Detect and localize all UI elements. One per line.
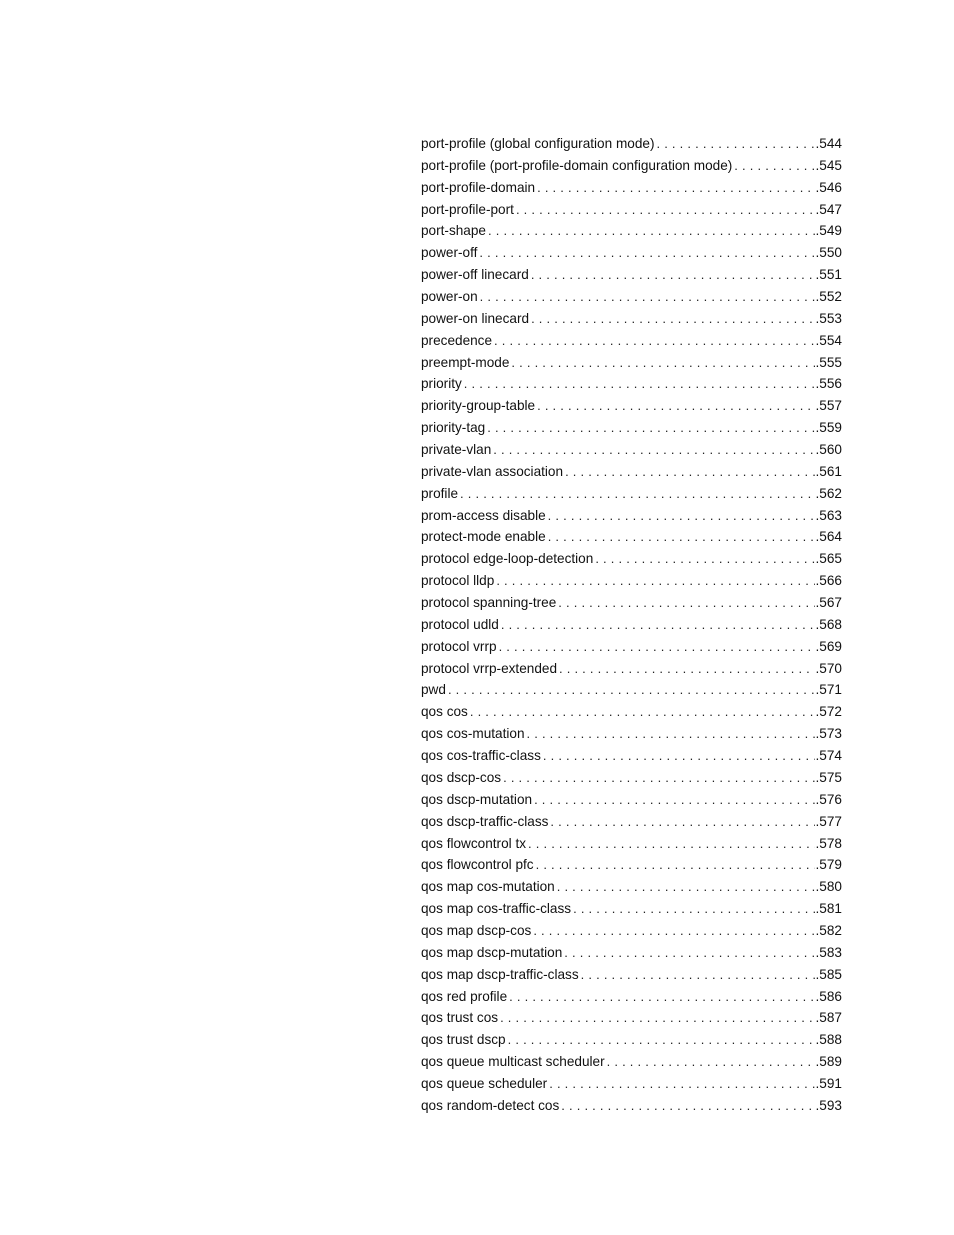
toc-entry-title: protocol vrrp bbox=[421, 638, 497, 654]
toc-dot-leader bbox=[537, 395, 814, 417]
toc-entry-page-number: .593 bbox=[815, 1097, 842, 1113]
toc-entry-title: protocol lldp bbox=[421, 573, 495, 589]
toc-entry[interactable] bbox=[421, 920, 842, 942]
toc-entry[interactable] bbox=[421, 395, 842, 417]
toc-entry-title: protocol edge-loop-detection bbox=[421, 551, 594, 567]
toc-dot-leader bbox=[488, 220, 815, 242]
toc-entry-title: qos dscp-traffic-class bbox=[421, 813, 549, 829]
toc-entry[interactable] bbox=[421, 177, 842, 199]
toc-entry-title: port-profile (port-profile-domain configuration mode) bbox=[421, 157, 733, 173]
toc-entry[interactable] bbox=[421, 833, 842, 855]
toc-entry-page-number: .557 bbox=[815, 398, 842, 414]
toc-dot-leader bbox=[494, 330, 814, 352]
toc-entry[interactable] bbox=[421, 679, 842, 701]
toc-entry-title: protocol udld bbox=[421, 616, 499, 632]
toc-entry-page-number: .574 bbox=[815, 748, 842, 764]
toc-entry-page-number: .575 bbox=[815, 769, 842, 785]
toc-entry[interactable] bbox=[421, 308, 842, 330]
toc-dot-leader bbox=[501, 614, 815, 636]
toc-entry-page-number: .591 bbox=[815, 1075, 842, 1091]
toc-entry-page-number: .547 bbox=[815, 201, 842, 217]
toc-entry-page-number: .580 bbox=[815, 879, 842, 895]
toc-entry[interactable] bbox=[421, 723, 842, 745]
toc-dot-leader bbox=[531, 264, 815, 286]
toc-entry[interactable] bbox=[421, 614, 842, 636]
toc-dot-leader bbox=[595, 548, 814, 570]
toc-entry-page-number: .555 bbox=[815, 354, 842, 370]
toc-entry[interactable] bbox=[421, 898, 842, 920]
toc-entry[interactable] bbox=[421, 986, 842, 1008]
toc-entry-page-number: .589 bbox=[815, 1054, 842, 1070]
toc-entry[interactable] bbox=[421, 439, 842, 461]
toc-dot-leader bbox=[499, 636, 815, 658]
toc-entry-page-number: .583 bbox=[815, 944, 842, 960]
toc-entry-title: qos map cos-traffic-class bbox=[421, 901, 572, 917]
toc-dot-leader bbox=[536, 854, 815, 876]
table-of-contents bbox=[421, 133, 842, 1117]
toc-entry-page-number: .564 bbox=[815, 529, 842, 545]
toc-entry-page-number: .585 bbox=[815, 966, 842, 982]
toc-entry-title: prom-access disable bbox=[421, 507, 546, 523]
toc-entry[interactable] bbox=[421, 1095, 842, 1117]
toc-entry-title: profile bbox=[421, 485, 459, 501]
toc-entry-title: priority bbox=[421, 376, 462, 392]
toc-entry-page-number: .562 bbox=[815, 485, 842, 501]
toc-entry-page-number: .545 bbox=[815, 157, 842, 173]
toc-entry-title: power-off bbox=[421, 245, 478, 261]
toc-entry-page-number: .576 bbox=[815, 791, 842, 807]
toc-entry-page-number: .572 bbox=[815, 704, 842, 720]
toc-entry[interactable] bbox=[421, 701, 842, 723]
toc-entry-title: power-off linecard bbox=[421, 267, 529, 283]
toc-dot-leader bbox=[533, 920, 814, 942]
toc-dot-leader bbox=[543, 745, 815, 767]
toc-entry-title: priority-group-table bbox=[421, 398, 536, 414]
toc-dot-leader bbox=[557, 876, 815, 898]
toc-dot-leader bbox=[656, 133, 814, 155]
toc-dot-leader bbox=[550, 811, 814, 833]
toc-entry-title: qos queue multicast scheduler bbox=[421, 1054, 605, 1070]
toc-entry[interactable] bbox=[421, 155, 842, 177]
toc-entry-title: qos flowcontrol tx bbox=[421, 835, 527, 851]
toc-entry-page-number: .581 bbox=[815, 901, 842, 917]
toc-entry[interactable] bbox=[421, 1029, 842, 1051]
toc-entry[interactable] bbox=[421, 220, 842, 242]
toc-entry[interactable] bbox=[421, 373, 842, 395]
toc-dot-leader bbox=[470, 701, 815, 723]
toc-entry-page-number: .559 bbox=[815, 420, 842, 436]
toc-entry[interactable] bbox=[421, 876, 842, 898]
toc-entry-title: private-vlan bbox=[421, 442, 492, 458]
toc-dot-leader bbox=[548, 526, 815, 548]
toc-entry-page-number: .577 bbox=[815, 813, 842, 829]
toc-entry-title: port-profile-port bbox=[421, 201, 514, 217]
toc-entry[interactable] bbox=[421, 570, 842, 592]
toc-dot-leader bbox=[734, 155, 814, 177]
toc-dot-leader bbox=[531, 308, 814, 330]
toc-dot-leader bbox=[558, 592, 814, 614]
toc-dot-leader bbox=[607, 1051, 815, 1073]
toc-entry[interactable] bbox=[421, 854, 842, 876]
toc-dot-leader bbox=[448, 679, 815, 701]
toc-entry-page-number: .553 bbox=[815, 310, 842, 326]
toc-entry-title: qos dscp-mutation bbox=[421, 791, 533, 807]
toc-dot-leader bbox=[573, 898, 814, 920]
toc-entry-page-number: .561 bbox=[815, 463, 842, 479]
toc-entry[interactable] bbox=[421, 964, 842, 986]
toc-entry-title: qos random-detect cos bbox=[421, 1097, 560, 1113]
toc-entry-page-number: .544 bbox=[815, 136, 842, 151]
toc-entry[interactable] bbox=[421, 242, 842, 264]
toc-dot-leader bbox=[496, 570, 814, 592]
toc-dot-leader bbox=[581, 964, 815, 986]
toc-entry[interactable] bbox=[421, 1051, 842, 1073]
toc-entry[interactable] bbox=[421, 811, 842, 833]
toc-dot-leader bbox=[534, 789, 814, 811]
toc-entry[interactable] bbox=[421, 461, 842, 483]
toc-dot-leader bbox=[493, 439, 814, 461]
toc-entry[interactable] bbox=[421, 1073, 842, 1095]
toc-dot-leader bbox=[487, 417, 814, 439]
toc-entry[interactable] bbox=[421, 199, 842, 221]
toc-dot-leader bbox=[565, 461, 814, 483]
toc-entry-title: preempt-mode bbox=[421, 354, 510, 370]
toc-dot-leader bbox=[549, 1073, 814, 1095]
toc-entry-title: qos map dscp-mutation bbox=[421, 944, 563, 960]
toc-entry-title: private-vlan association bbox=[421, 463, 564, 479]
toc-entry-page-number: .556 bbox=[815, 376, 842, 392]
toc-entry[interactable] bbox=[421, 352, 842, 374]
toc-entry[interactable] bbox=[421, 133, 842, 155]
toc-dot-leader bbox=[548, 505, 815, 527]
toc-entry[interactable] bbox=[421, 548, 842, 570]
toc-dot-leader bbox=[479, 242, 814, 264]
toc-entry-title: qos dscp-cos bbox=[421, 769, 502, 785]
toc-entry-page-number: .570 bbox=[815, 660, 842, 676]
toc-entry[interactable] bbox=[421, 286, 842, 308]
toc-entry[interactable] bbox=[421, 767, 842, 789]
toc-entry-title: port-shape bbox=[421, 223, 486, 239]
toc-entry-page-number: .568 bbox=[815, 616, 842, 632]
toc-entry[interactable] bbox=[421, 1007, 842, 1029]
toc-dot-leader bbox=[509, 986, 814, 1008]
toc-entry-title: protocol spanning-tree bbox=[421, 595, 557, 611]
toc-entry-page-number: .586 bbox=[815, 988, 842, 1004]
toc-entry[interactable] bbox=[421, 592, 842, 614]
toc-entry-page-number: .588 bbox=[815, 1032, 842, 1048]
toc-entry-page-number: .571 bbox=[815, 682, 842, 698]
toc-entry[interactable] bbox=[421, 942, 842, 964]
toc-entry-page-number: .579 bbox=[815, 857, 842, 873]
toc-entry-title: qos cos-mutation bbox=[421, 726, 525, 742]
toc-dot-leader bbox=[561, 1095, 814, 1117]
toc-dot-leader bbox=[559, 658, 815, 680]
toc-entry-page-number: .563 bbox=[815, 507, 842, 523]
toc-entry-title: qos trust cos bbox=[421, 1010, 499, 1026]
toc-entry-title: protocol vrrp-extended bbox=[421, 660, 558, 676]
toc-entry[interactable] bbox=[421, 636, 842, 658]
toc-entry-page-number: .582 bbox=[815, 922, 842, 938]
toc-entry[interactable] bbox=[421, 330, 842, 352]
toc-dot-leader bbox=[464, 373, 815, 395]
toc-dot-leader bbox=[508, 1029, 815, 1051]
toc-entry-page-number: .549 bbox=[815, 223, 842, 239]
toc-entry-page-number: .567 bbox=[815, 595, 842, 611]
toc-dot-leader bbox=[500, 1007, 814, 1029]
toc-entry-title: qos cos bbox=[421, 704, 468, 720]
toc-dot-leader bbox=[564, 942, 814, 964]
toc-entry[interactable] bbox=[421, 264, 842, 286]
toc-dot-leader bbox=[503, 767, 814, 789]
toc-entry[interactable] bbox=[421, 789, 842, 811]
toc-entry-page-number: .569 bbox=[815, 638, 842, 654]
toc-entry[interactable] bbox=[421, 658, 842, 680]
toc-entry-page-number: .560 bbox=[815, 442, 842, 458]
toc-entry-page-number: .550 bbox=[815, 245, 842, 261]
toc-dot-leader bbox=[516, 199, 815, 221]
toc-dot-leader bbox=[480, 286, 815, 308]
toc-entry-title: qos map dscp-traffic-class bbox=[421, 966, 579, 982]
toc-dot-leader bbox=[528, 833, 815, 855]
toc-dot-leader bbox=[511, 352, 814, 374]
toc-entry-page-number: .578 bbox=[815, 835, 842, 851]
toc-dot-leader bbox=[527, 723, 815, 745]
toc-entry-page-number: .554 bbox=[815, 332, 842, 348]
toc-entry-page-number: .587 bbox=[815, 1010, 842, 1026]
toc-entry-title: port-profile-domain bbox=[421, 179, 536, 195]
toc-entry[interactable] bbox=[421, 505, 842, 527]
toc-entry-title: port-profile (global configuration mode) bbox=[421, 136, 655, 151]
toc-entry-title: pwd bbox=[421, 682, 446, 698]
toc-dot-leader bbox=[460, 483, 815, 505]
toc-entry-page-number: .565 bbox=[815, 551, 842, 567]
toc-entry-page-number: .551 bbox=[815, 267, 842, 283]
toc-entry[interactable] bbox=[421, 483, 842, 505]
toc-dot-leader bbox=[537, 177, 814, 199]
toc-entry-title: qos cos-traffic-class bbox=[421, 748, 541, 764]
toc-entry[interactable] bbox=[421, 526, 842, 548]
toc-entry-page-number: .566 bbox=[815, 573, 842, 589]
toc-entry-page-number: .552 bbox=[815, 289, 842, 305]
toc-entry-title: qos trust dscp bbox=[421, 1032, 506, 1048]
toc-entry-page-number: .546 bbox=[815, 179, 842, 195]
toc-entry[interactable] bbox=[421, 745, 842, 767]
toc-entry-title: qos map cos-mutation bbox=[421, 879, 555, 895]
toc-entry-title: qos flowcontrol pfc bbox=[421, 857, 534, 873]
toc-entry-page-number: .573 bbox=[815, 726, 842, 742]
toc-entry-title: qos map dscp-cos bbox=[421, 922, 532, 938]
toc-entry-title: qos red profile bbox=[421, 988, 508, 1004]
toc-entry-title: power-on bbox=[421, 289, 478, 305]
toc-entry-title: power-on linecard bbox=[421, 310, 530, 326]
toc-entry-title: precedence bbox=[421, 332, 493, 348]
toc-entry-title: qos queue scheduler bbox=[421, 1075, 548, 1091]
toc-entry-title: protect-mode enable bbox=[421, 529, 546, 545]
toc-entry-title: priority-tag bbox=[421, 420, 486, 436]
toc-entry[interactable] bbox=[421, 417, 842, 439]
